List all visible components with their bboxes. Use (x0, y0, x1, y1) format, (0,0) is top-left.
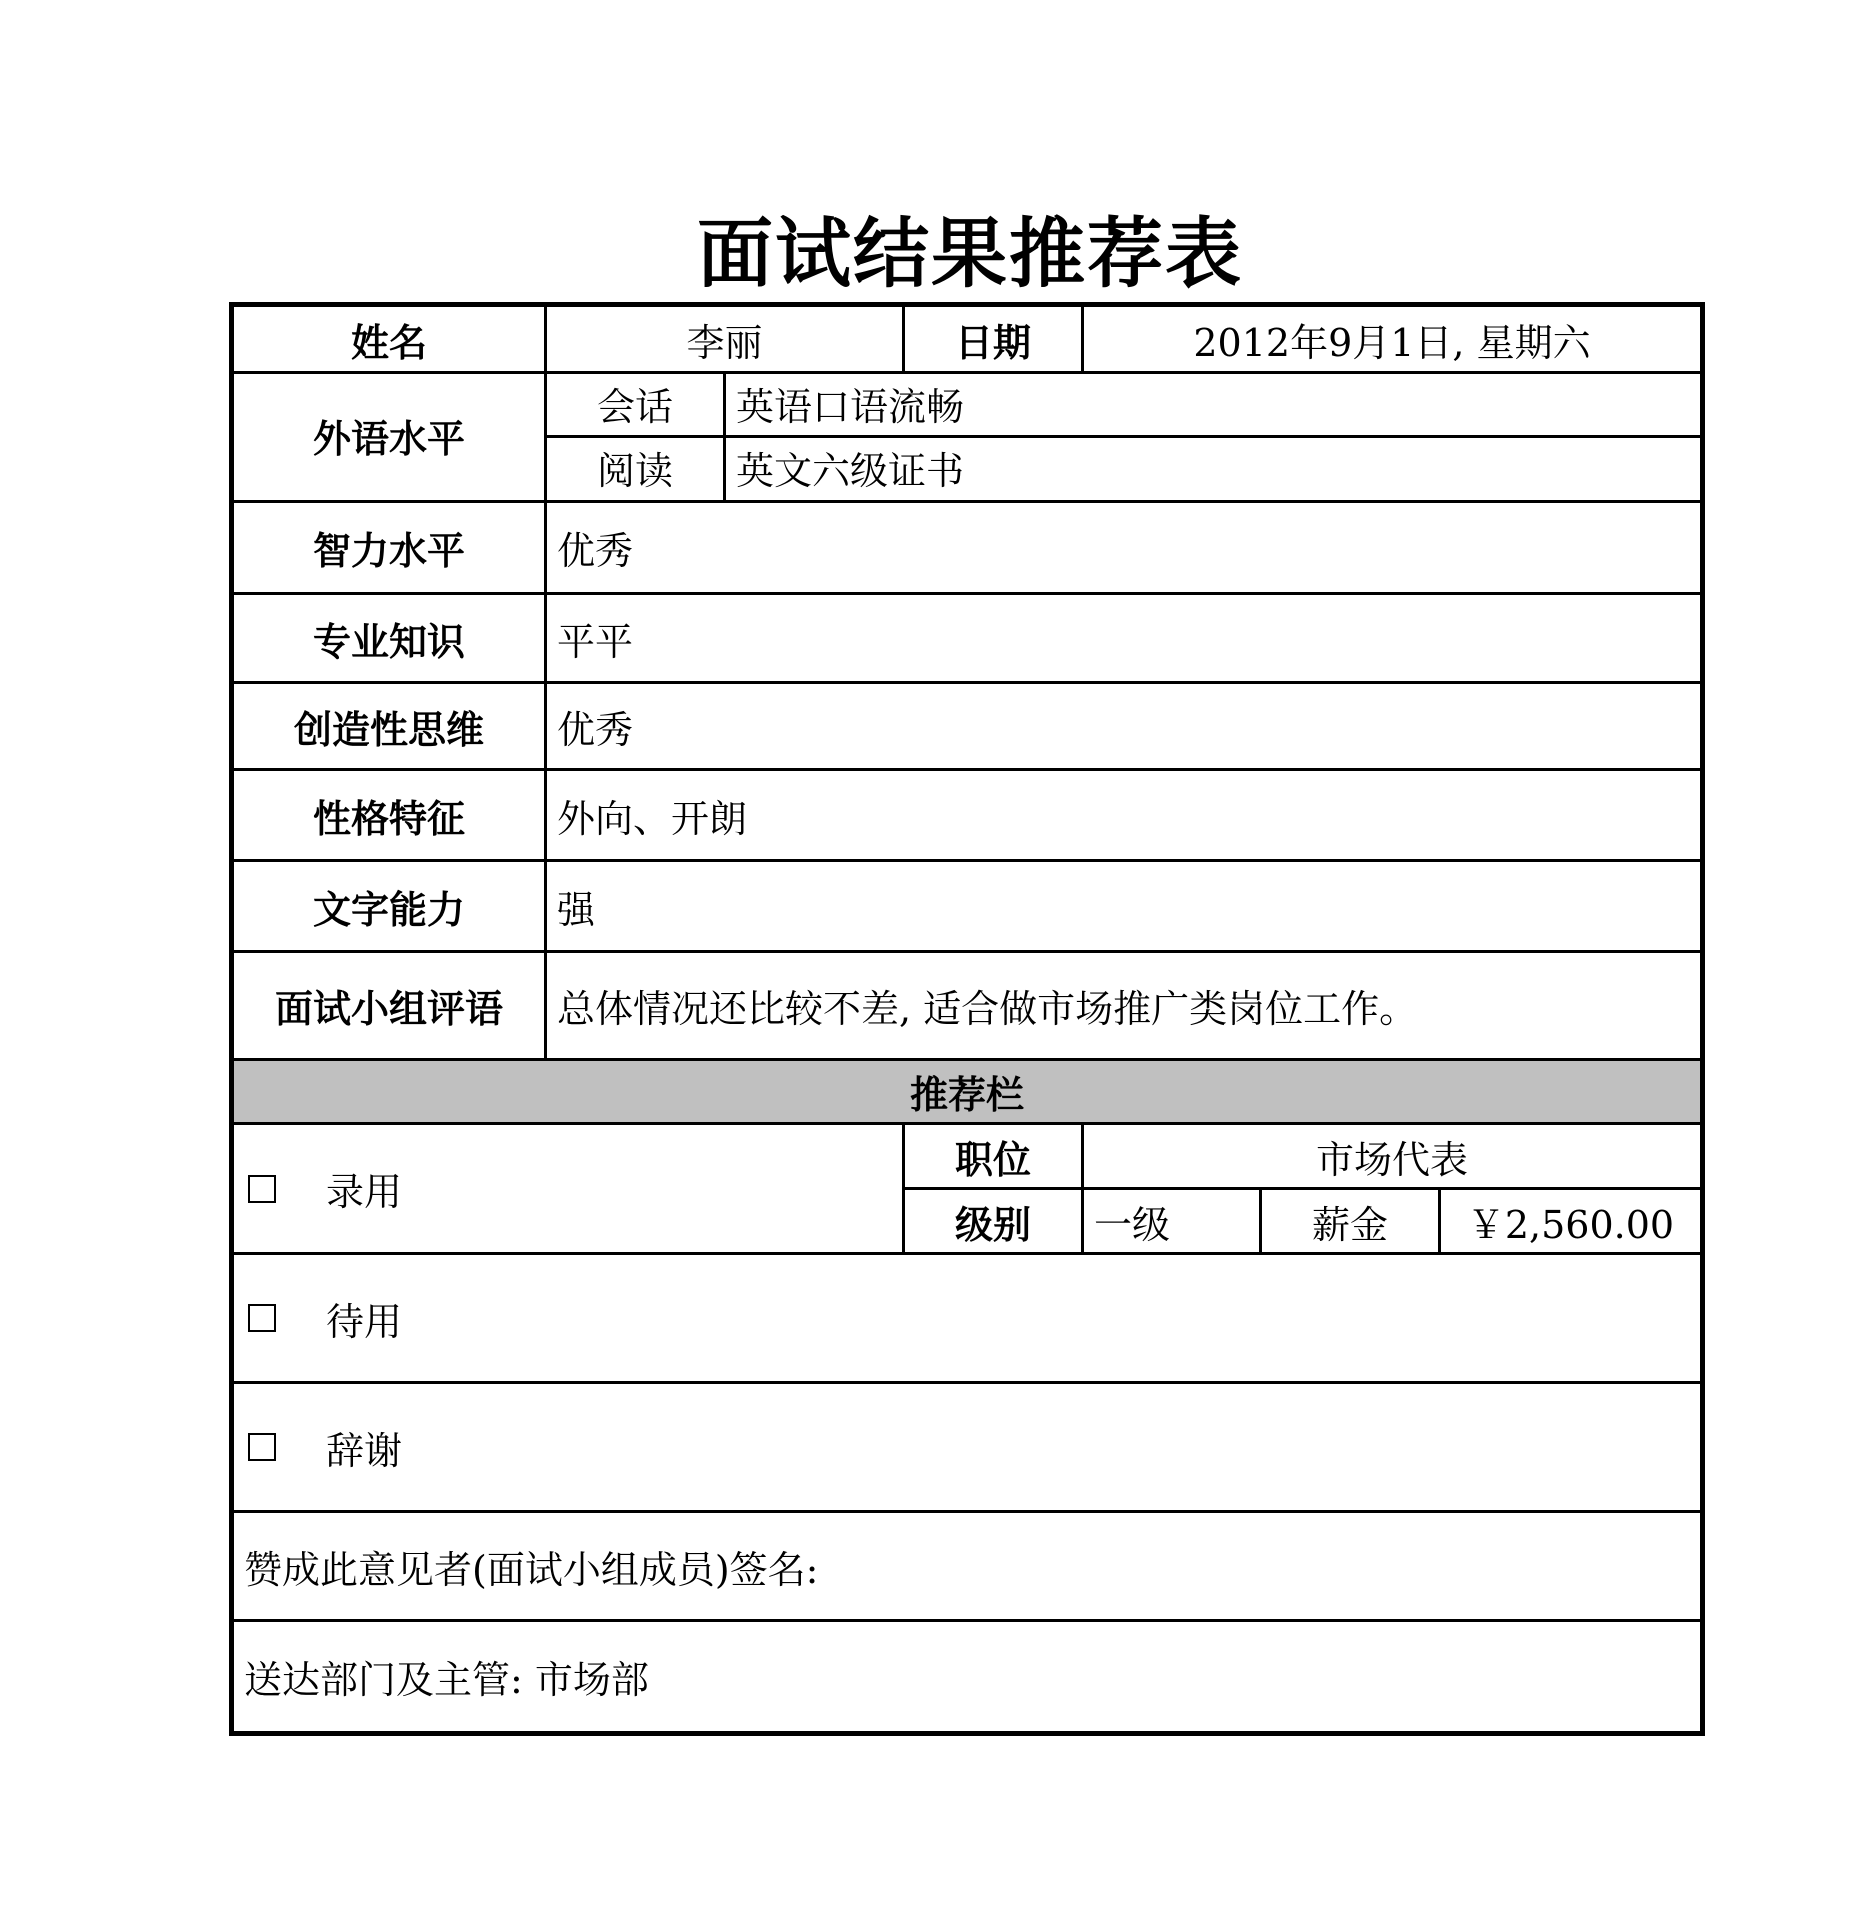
position-label: 职位 (954, 1137, 1031, 1182)
interview-comment-value: 总体情况还比较不差, 适合做市场推广类岗位工作。 (557, 987, 1418, 1031)
name-value: 李丽 (686, 320, 763, 365)
assessment-value: 强 (557, 887, 596, 932)
assessment-label: 专业知识 (312, 619, 465, 664)
pending-option[interactable] (234, 1255, 1700, 1381)
assessment-value: 优秀 (557, 707, 634, 752)
recommend-header: 推荐栏 (909, 1073, 1024, 1117)
department-supervisor: 送达部门及主管: 市场部 (244, 1658, 649, 1702)
assessment-value: 平平 (557, 619, 634, 664)
assessment-value: 外向、开朗 (557, 796, 748, 841)
conversation-label: 会话 (596, 384, 673, 429)
date-label: 日期 (954, 320, 1031, 365)
assessment-value: 优秀 (557, 529, 634, 573)
decline-option[interactable] (234, 1384, 1700, 1510)
reading-label: 阅读 (596, 449, 673, 493)
hire-option[interactable] (234, 1125, 902, 1252)
decline-checkbox[interactable] (248, 1433, 276, 1461)
date-value: 2012年9月1日, 星期六 (1193, 320, 1591, 365)
position-value: 市场代表 (1315, 1137, 1468, 1182)
assessment-label: 性格特征 (312, 796, 465, 841)
assessment-label: 文字能力 (312, 887, 465, 932)
pending-checkbox[interactable] (248, 1304, 276, 1332)
foreign-language-label: 外语水平 (312, 417, 465, 461)
approvers-signature: 赞成此意见者(面试小组成员)签名: (244, 1547, 819, 1592)
level-label: 级别 (954, 1202, 1031, 1247)
assessment-label: 智力水平 (312, 529, 465, 573)
reading-value: 英文六级证书 (736, 449, 965, 493)
hire-label: 录用 (326, 1170, 403, 1214)
salary-value: ￥2,560.00 (1466, 1202, 1675, 1247)
name-label: 姓名 (350, 320, 427, 365)
conversation-value: 英语口语流畅 (736, 384, 965, 429)
assessment-label: 创造性思维 (293, 707, 484, 752)
interview-comment-label: 面试小组评语 (274, 987, 503, 1031)
hire-checkbox[interactable] (248, 1175, 276, 1203)
page-title: 面试结果推荐表 (697, 209, 1243, 298)
pending-label: 待用 (326, 1299, 403, 1344)
salary-label: 薪金 (1311, 1202, 1388, 1247)
level-value: 一级 (1094, 1202, 1171, 1247)
decline-label: 辞谢 (326, 1428, 403, 1473)
